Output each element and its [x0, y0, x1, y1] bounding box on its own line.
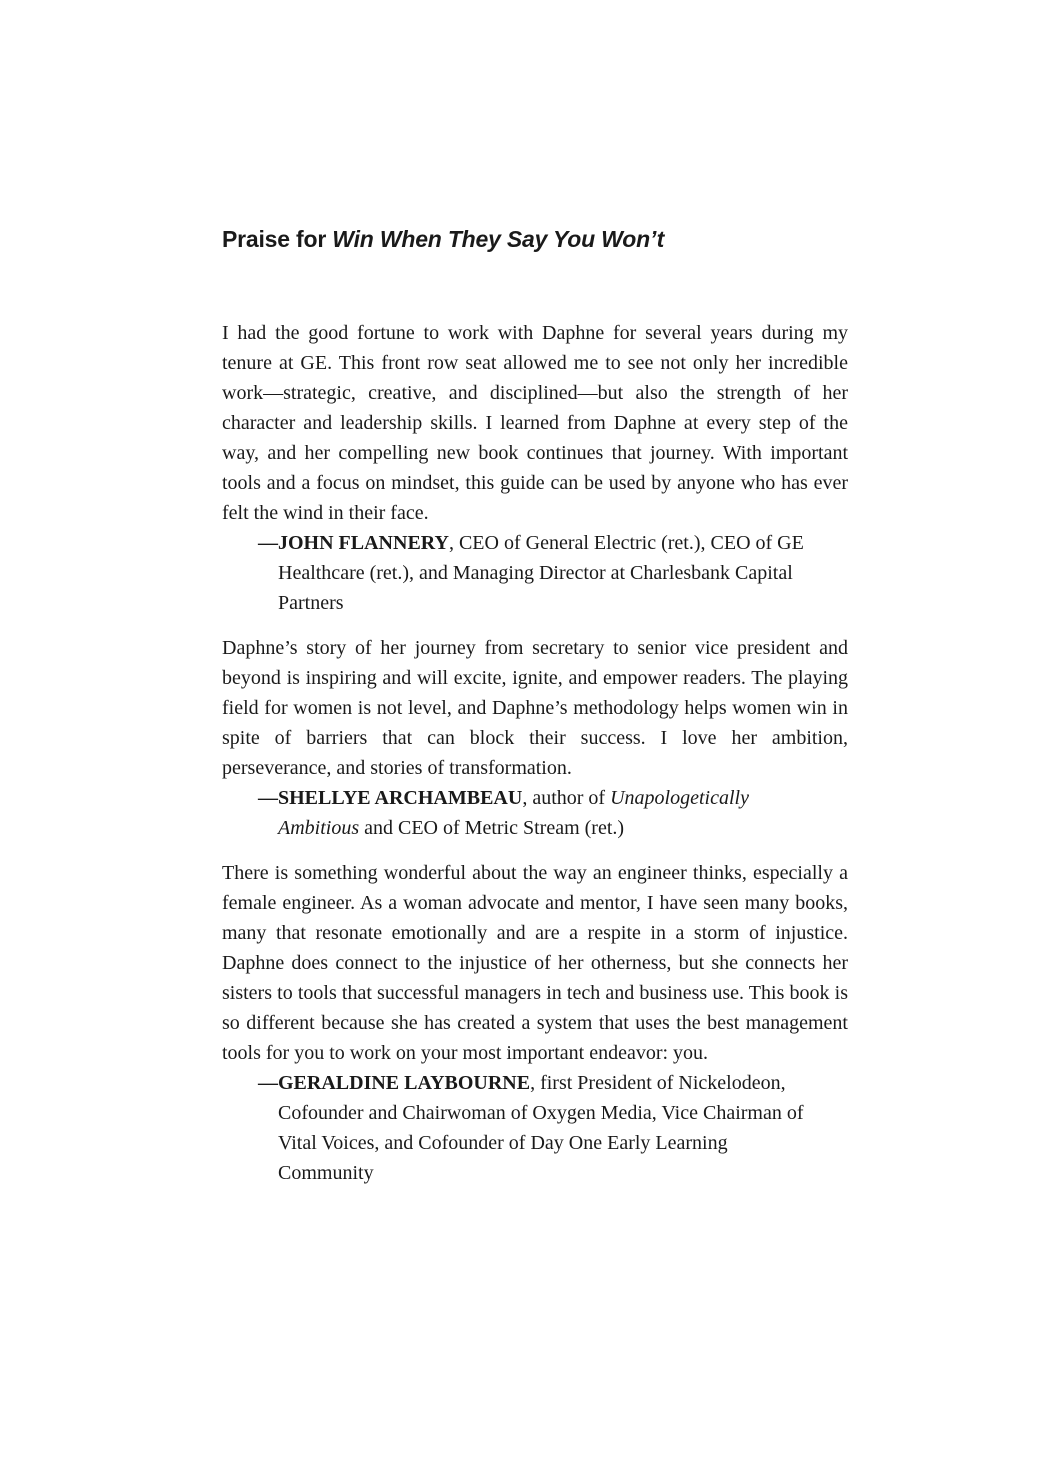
praise-quote: There is something wonderful about the way an engineer thinks, especially a female engineer. As a woman advocate and mentor, I have seen many books, many that resonate emotionally and are a respite in a storm of injustice. Daphne does connect to the injustice of her otherness, but she connects her sisters to tools that successful managers in tech and business use. This book is so different because she has created a system that uses the best management tools for you to work on your most important endeavor: you. [222, 862, 848, 1064]
attribution-book-title: Unapologetically Ambitious [278, 787, 749, 839]
attribution-credit: , CEO of General Electric (ret.), CEO of GE Healthcare (ret.), and Managing Director at Charlesbank Capital Partners [278, 532, 804, 614]
attribution-credit: and CEO of Metric Stream (ret.) [359, 817, 625, 839]
praise-quote: Daphne’s story of her journey from secretary to senior vice president and beyond is inspiring and will excite, ignite, and empower readers. The playing field for women is not level, and Daphne’s methodology helps women win in spite of barriers that can block their success. I love her ambition, perseverance, and stories of transformation. [222, 637, 848, 779]
attribution-dash: — [258, 1072, 278, 1094]
attribution-name: JOHN FLANNERY [278, 532, 449, 554]
title-prefix: Praise for [222, 226, 333, 252]
praise-entry-archambeau [222, 633, 848, 843]
praise-entry-laybourne [222, 858, 848, 1188]
praise-attribution [222, 783, 848, 843]
attribution-dash: — [258, 787, 278, 809]
attribution-name: SHELLYE ARCHAMBEAU [278, 787, 523, 809]
praise-list [222, 318, 848, 1188]
praise-quote: I had the good fortune to work with Daphne for several years during my tenure at GE. This front row seat allowed me to see not only her incredible work—strategic, creative, and disciplined—but also the strength of her character and leadership skills. I learned from Daphne at every step of the way, and her compelling new book continues that journey. With important tools and a focus on mindset, this guide can be used by anyone who has ever felt the wind in their face. [222, 322, 848, 524]
book-title: Win When They Say You Won’t [332, 226, 665, 252]
attribution-name: GERALDINE LAYBOURNE [278, 1072, 531, 1094]
praise-page [222, 222, 848, 1203]
page-title [222, 222, 848, 256]
attribution-credit: , first President of Nickelodeon, Cofounder and Chairwoman of Oxygen Media, Vice Chairman of Vital Voices, and Cofounder of Day One Early Learning Community [278, 1072, 804, 1184]
attribution-credit: , author of [522, 787, 611, 809]
attribution-dash: — [258, 532, 278, 554]
praise-entry-flannery [222, 318, 848, 618]
praise-attribution [222, 528, 848, 618]
praise-attribution [222, 1068, 848, 1188]
